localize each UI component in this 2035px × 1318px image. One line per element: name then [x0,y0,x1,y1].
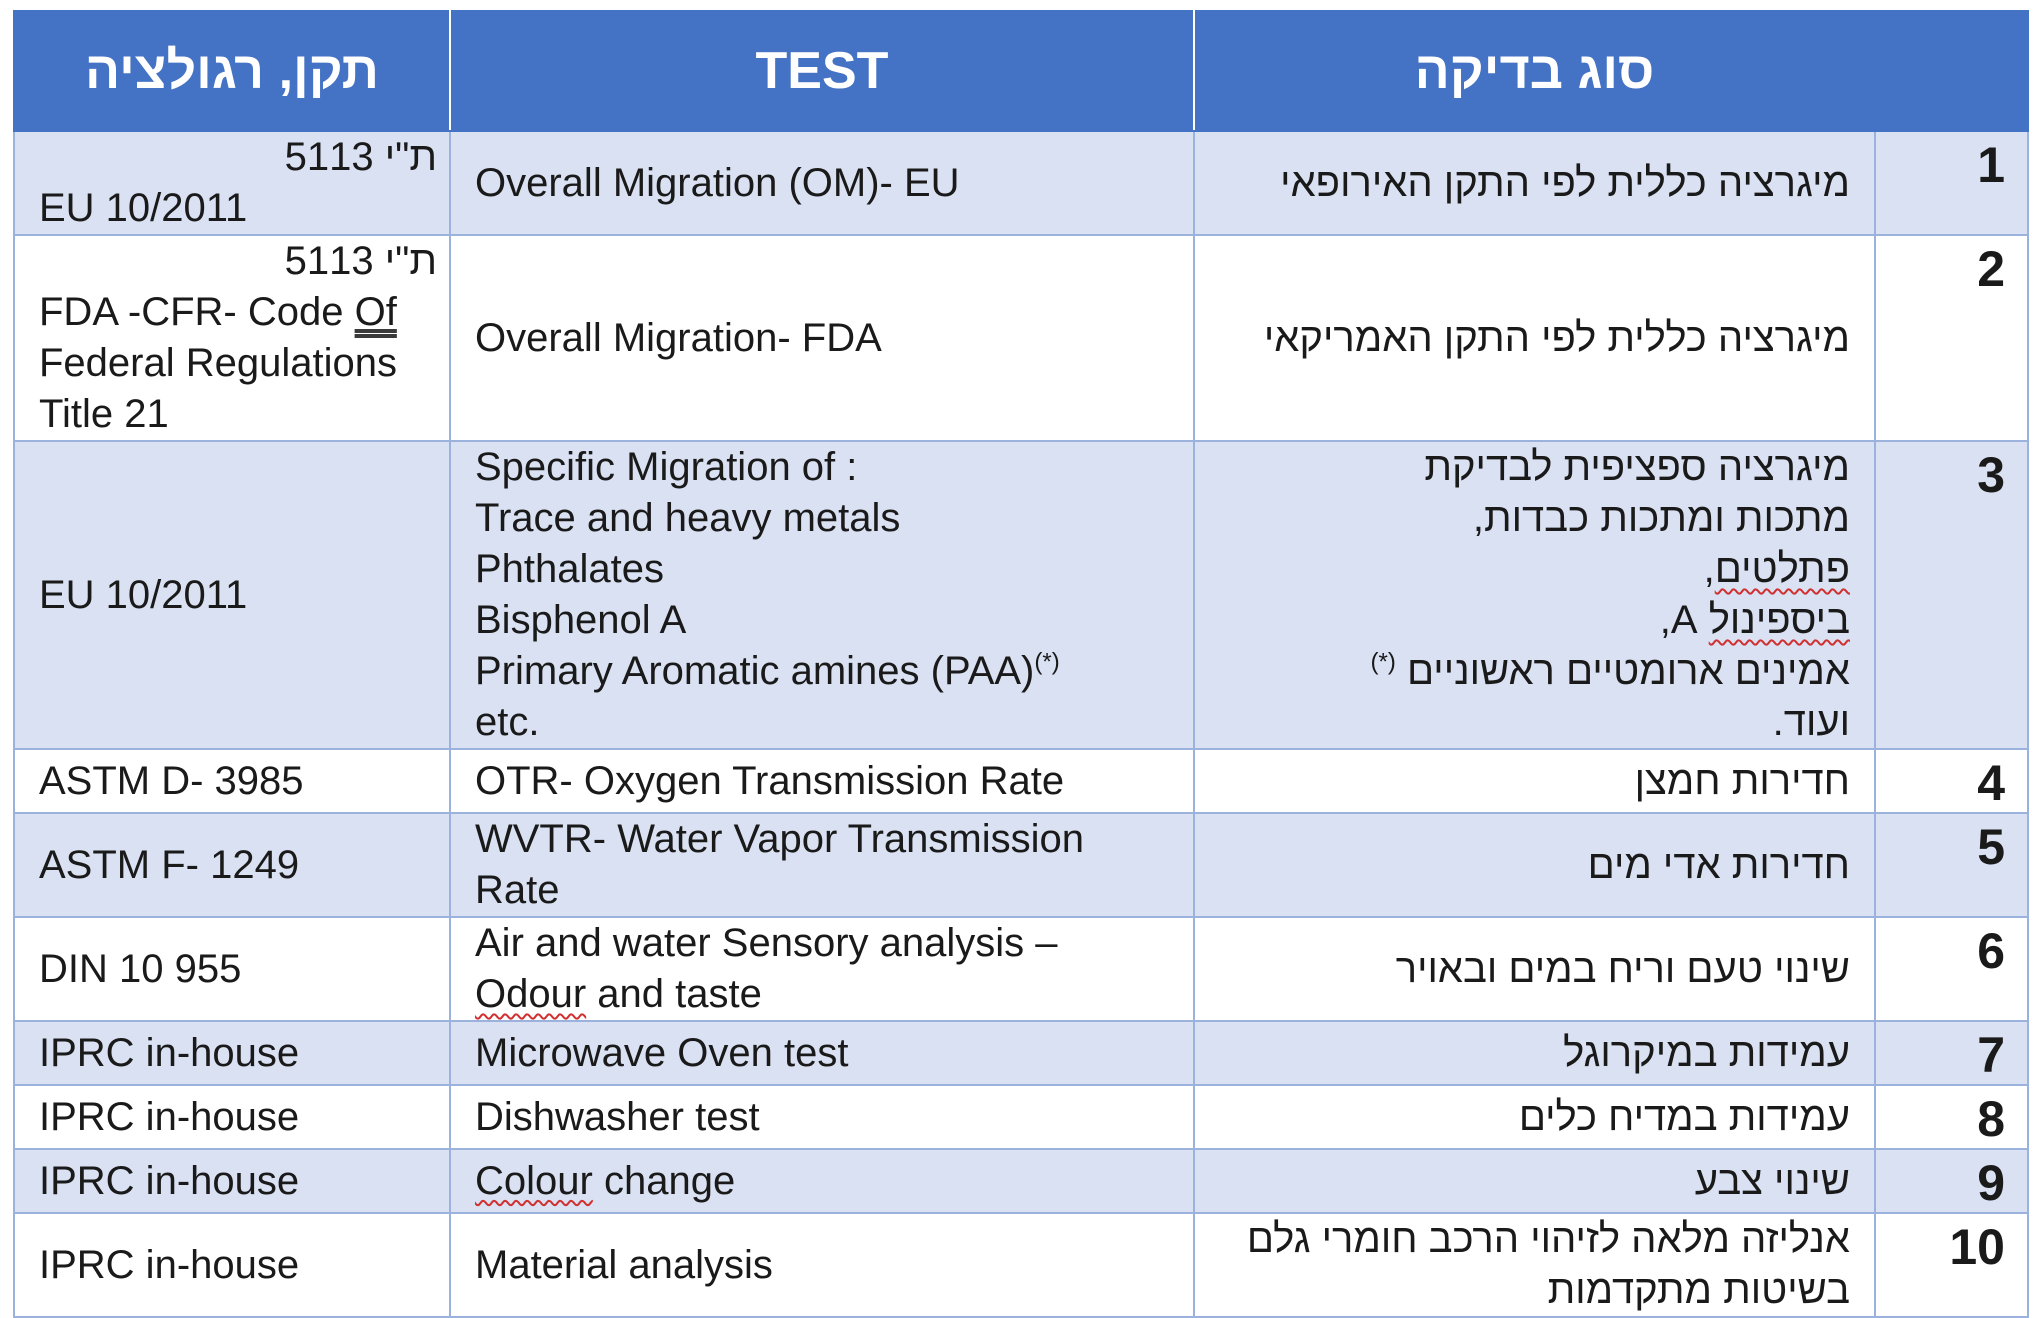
test-type-cell [1194,131,1875,235]
table-row [14,917,2028,1021]
test-line: Trace and heavy metals [475,496,901,540]
test-line: Dishwasher test [475,1094,760,1139]
row-number: 2 [1875,235,2028,441]
standard-cell [14,1085,450,1149]
standard-cell [14,131,450,235]
standard-line: ת"י 5113 [284,135,437,179]
standard-line: Title 21 [39,392,169,436]
test-line: etc. [475,700,540,744]
test-cell [450,1149,1194,1213]
test-line [475,1156,1185,1207]
test-type-line: מיגרציה כללית לפי התקן האירופאי [1280,160,1850,205]
test-line: Specific Migration of : [475,445,858,489]
standard-line: ASTM D- 3985 [39,758,304,803]
standard-line: DIN 10 955 [39,946,242,991]
footnote-mark: (*) [1034,648,1060,676]
row-number: 8 [1875,1085,2028,1149]
header-number [1875,11,2028,131]
standard-line: IPRC in-house [39,1242,300,1287]
standard-line: IPRC in-house [39,1030,300,1075]
test-type-line: אנליזה מלאה לזיהוי הרכב חומרי גלם [1246,1217,1850,1261]
test-type-text: , [1703,547,1715,591]
table-row [14,131,2028,235]
test-line: Bisphenol A [475,598,687,642]
test-line: Microwave Oven test [475,1030,849,1075]
test-type-line [1205,544,1850,595]
header-test-type: סוג בדיקה [1194,11,1875,131]
test-line: Phthalates [475,547,665,591]
test-type-cell [1194,749,1875,813]
test-type-line: עמידות במיקרוגל [1563,1030,1850,1075]
test-cell [450,917,1194,1021]
table-row [14,1021,2028,1085]
test-type-line: מיגרציה כללית לפי התקן האמריקאי [1263,315,1850,360]
standard-cell [14,1149,450,1213]
table-row [14,235,2028,441]
standard-cell [14,917,450,1021]
test-cell [450,813,1194,917]
standard-cell [14,235,450,441]
table-row [14,749,2028,813]
row-number: 4 [1875,749,2028,813]
standard-line: IPRC in-house [39,1158,300,1203]
test-cell [450,441,1194,749]
test-type-line: ועוד. [1772,700,1850,744]
table-row [14,813,2028,917]
test-type-cell [1194,1149,1875,1213]
test-text-marked: Odour [475,972,587,1016]
test-cell [450,749,1194,813]
table-row [14,1149,2028,1213]
standard-line: ASTM F- 1249 [39,842,300,887]
standard-cell [14,441,450,749]
test-type-text: אמינים ארומטיים ראשוניים [1395,649,1850,693]
test-type-line: עמידות במדיח כלים [1518,1094,1850,1139]
test-text: Primary Aromatic amines (PAA) [475,649,1035,693]
test-line: Air and water Sensory analysis – [475,921,1058,965]
table-row [14,1213,2028,1317]
test-type-line: בשיטות מתקדמות [1547,1268,1850,1312]
test-type-cell [1194,1021,1875,1085]
standard-line: ת"י 5113 [284,239,437,283]
test-cell [450,235,1194,441]
test-text: change [592,1158,736,1203]
standard-cell [14,749,450,813]
row-number: 1 [1875,131,2028,235]
standard-line: EU 10/2011 [39,572,248,617]
test-line: Overall Migration- FDA [475,315,882,360]
row-number: 9 [1875,1149,2028,1213]
test-type-cell [1194,1085,1875,1149]
row-number: 10 [1875,1213,2028,1317]
test-line: Material analysis [475,1242,773,1287]
test-type-line: חדירות אדי מים [1587,842,1850,887]
test-type-cell [1194,235,1875,441]
test-type-line: מתכות ומתכות כבדות, [1472,496,1850,540]
row-number: 7 [1875,1021,2028,1085]
table-row [14,1085,2028,1149]
row-number: 6 [1875,917,2028,1021]
standard-text: FDA -CFR- Code [39,290,355,334]
test-type-line [1205,646,1850,697]
standard-cell [14,813,450,917]
test-type-text-marked: פתלטים [1714,547,1850,591]
test-text: and taste [586,972,762,1016]
test-cell [450,1213,1194,1317]
test-type-text: A, [1659,598,1709,642]
footnote-mark: (*) [1370,648,1396,676]
standard-line [39,287,437,338]
test-type-cell [1194,813,1875,917]
standard-text-marked: Of [354,290,397,334]
standard-cell [14,1213,450,1317]
header-test: TEST [450,11,1194,131]
test-type-line: שינוי צבע [1694,1158,1850,1203]
test-line: OTR- Oxygen Transmission Rate [475,758,1065,803]
test-text-marked: Colour [475,1158,593,1203]
row-number: 3 [1875,441,2028,749]
test-type-cell [1194,1213,1875,1317]
test-type-line: מיגרציה ספציפית לבדיקת [1424,445,1850,489]
table-row [14,441,2028,749]
row-number: 5 [1875,813,2028,917]
standard-line: IPRC in-house [39,1094,300,1139]
test-line [475,646,1185,697]
standard-cell [14,1021,450,1085]
test-cell [450,1021,1194,1085]
standard-line: Federal Regulations [39,341,397,385]
test-type-text-marked: ביספינול [1708,598,1850,642]
test-line: Rate [475,868,560,912]
test-type-line [1205,595,1850,646]
table-header-row [14,11,2028,131]
test-cell [450,131,1194,235]
header-standard: תקן, רגולציה [14,11,450,131]
test-cell [450,1085,1194,1149]
lab-tests-table [13,10,2029,1318]
test-line [475,969,1185,1020]
test-line: WVTR- Water Vapor Transmission [475,817,1085,861]
test-line: Overall Migration (OM)- EU [475,160,960,205]
test-type-line: שינוי טעם וריח במים ובאויר [1395,946,1850,991]
test-type-line: חדירות חמצן [1634,758,1850,803]
test-type-cell [1194,441,1875,749]
standard-line: EU 10/2011 [39,186,248,230]
test-type-cell [1194,917,1875,1021]
